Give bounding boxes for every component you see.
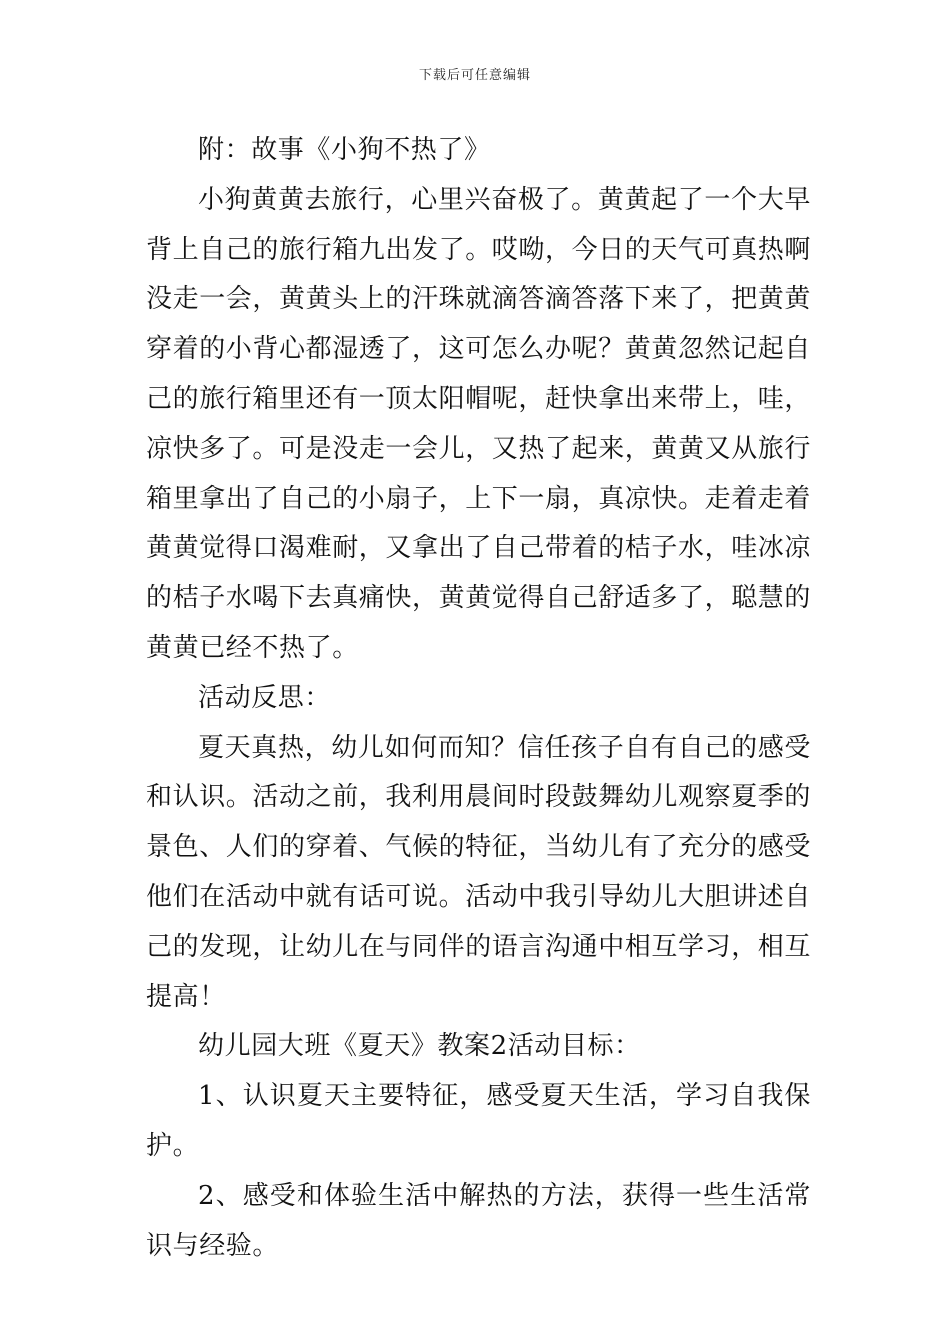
reflection-heading: 活动反思： [198,682,332,713]
page-header-note: 下载后可任意编辑 [418,68,531,83]
story-heading: 附：故事《小狗不热了》 [198,135,491,165]
reflection-paragraph: 夏天真热，幼儿如何而知？信任孩子自有自己的感受和认识。活动之前，我利用晨间时段鼓舞幼儿观察夏季的景色、人们的穿着、气候的特征，当幼儿有了充分的感受他们在活动中就有话可说。活动中我引导幼儿大胆讲述自己的发现，让幼儿在与同伴的语言沟通中相互学习，相互提高！ [146,732,812,1012]
lesson-plan-heading: 幼儿园大班《夏天》教案2活动目标： [198,1031,641,1062]
objective-item-1: 1、认识夏天主要特征，感受夏天生活，学习自我保护。 [146,1081,811,1161]
story-paragraph: 小狗黄黄去旅行，心里兴奋极了。黄黄起了一个大早背上自己的旅行箱九出发了。哎呦，今日的天气可真热啊没走一会，黄黄头上的汗珠就滴答滴答落下来了，把黄黄穿着的小背心都湿透了，这可怎么办呢？黄黄忽然记起自己的旅行箱里还有一顶太阳帽呢，赶快拿出来带上，哇，凉快多了。可是没走一会儿，又热了起来，黄黄又从旅行箱里拿出了自己的小扇子，上下一扇，真凉快。走着走着黄黄觉得口渴难耐，又拿出了自己带着的桔子水，哇冰凉的桔子水喝下去真痛快，黄黄觉得自己舒适多了，聪慧的黄黄已经不热了。 [146,184,812,663]
objective-item-2: 2、感受和体验生活中解热的方法，获得一些生活常识与经验。 [146,1180,811,1261]
document-body [146,126,811,1271]
